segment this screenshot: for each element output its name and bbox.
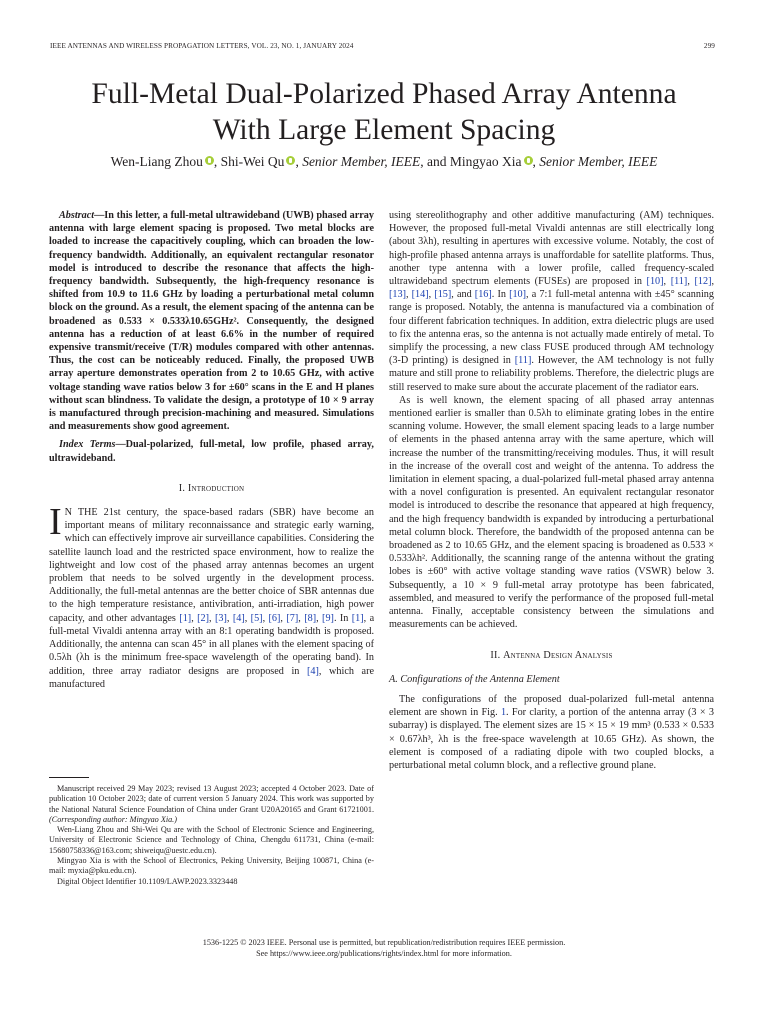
drop-cap: I (49, 501, 62, 544)
footnote-rule (49, 777, 89, 778)
citation-link[interactable]: [4] (232, 612, 245, 624)
citation-link[interactable]: [4] (307, 665, 319, 677)
left-column (49, 209, 374, 691)
citation-link[interactable]: [16] (474, 289, 492, 301)
design-paragraph: The configurations of the proposed dual-polarized full-metal antenna element are shown in Fig. 1. For clarity, a portion of the antenna array (3 × 3 subarray) is displayed. The element sizes are 15 × 15 × 19 mm³ (0.533 × 0.533 × 0.67λh³, λh is the free-space wavelength at 10.65 GHz). As shown, the element is composed of a radiating dipole with two coupled blocks, a perturbational metal column block, and a reflective ground plane. (389, 693, 714, 771)
orcid-icon[interactable] (524, 156, 533, 165)
running-head (50, 42, 715, 50)
author-3-role: Senior Member, IEEE (539, 154, 658, 169)
footnote (49, 784, 374, 887)
abstract-label: Abstract (59, 210, 95, 221)
citation-link[interactable]: [15] (434, 289, 452, 301)
section-heading-design: II. Antenna Design Analysis (490, 649, 613, 661)
page-number: 299 (703, 42, 715, 50)
citation-link[interactable]: [7] (286, 612, 299, 624)
citation-link[interactable]: [1] (179, 612, 192, 624)
citation-link[interactable]: [13] (389, 289, 406, 301)
right-column (389, 209, 714, 772)
subsection-heading: A. Configurations of the Antenna Element (389, 673, 560, 685)
orcid-icon[interactable] (205, 156, 214, 165)
orcid-icon[interactable] (286, 156, 295, 165)
title-line-1: Full-Metal Dual-Polarized Phased Array Antenna (91, 78, 677, 110)
intro-paragraph: I N THE 21st century, the space-based radars (SBR) have become an important means of military reconnaissance and strategic early warning, which can effectively improve air surveillance capabilities. Considering the satellite launch load and the restricted space environment, how to realize the lightweight and low cost of the phased array antennas becomes an urgent problem that needs to be solved urgently in the development process. Additionally, the full-metal antennas are the better choice of SBR antennas due to the high temperature resistance, antivibration, anti-irradiation, high power capacity, and other advantages [1], [2], [3], [4], [5], [6], [7], [8], [9]. In [1], a full-metal Vivaldi antenna array with an 8:1 operating bandwidth is proposed. Additionally, the antenna can scan 45° in all planes with the element spacing of 0.5λh (λh is the minimum free-space wavelength of the operating band). In addition, three array radiator designs are proposed in [4], which are manufactured (49, 501, 375, 690)
citation-link[interactable]: [9] (322, 612, 334, 624)
journal-name: IEEE ANTENNAS AND WIRELESS PROPAGATION LETTERS, VOL. 23, NO. 1, JANUARY 2024 (50, 42, 354, 50)
abstract-text: —In this letter, a full-metal ultrawideband (UWB) phased array antenna with large element spacing is proposed. Two metal blocks are loaded to increase the capacitively coupling, which can broaden the low-frequency bandwidth. Additionally, an equivalent rectangular resonator model is introduced to describe the resonance that affects the high-frequency bandwidth. Subsequently, the high-frequency resonance is shifted from 10.9 to 11.6 GHz by loading a perturbational metal column block on the ground. As a result, the element spacing of the antenna can be broadened as 0.533 × 0.533λ10.65GHz². Consequently, the designed antenna has a reduction of at least 6.6% in the number of required expensive transmit/receive (T/R) modules compared with other antennas. Thus, the cost can be noticeably reduced. Finally, the proposed UWB array aperture demonstrates operation from 2 to 10.65 GHz, with active voltage standing wave ratios below 3 for ±60° scans in the E and H planes without scan blindness. To validate the design, a prototype of 10 × 9 array is manufactured through precision-machining and measured. Simulations and measurements show good agreement. (49, 210, 374, 433)
copyright-line-2: See https://www.ieee.org/publications/rights/index.html for more information. (256, 949, 512, 958)
index-terms-label: Index Terms (59, 439, 116, 451)
footnote-manuscript: Manuscript received 29 May 2023; revised 13 August 2023; accepted 4 October 2023. Date of publication 10 October 2023; date of current version 5 January 2024. This work was supported by the National Natural Science Foundation of China under Grant U20A20165 and Grant 61721001. (Corresponding author: Mingyao Xia.) (49, 784, 374, 824)
citation-link[interactable]: [1] (351, 612, 364, 624)
abstract (49, 209, 374, 433)
author-connector: , and (420, 154, 450, 169)
citation-link[interactable]: [10] (509, 289, 527, 301)
title-line-2: With Large Element Spacing (212, 114, 556, 146)
figure-link[interactable]: 1 (500, 707, 507, 719)
footnote-affiliation-1: Wen-Liang Zhou and Shi-Wei Qu are with the School of Electronic Science and Engineering, University of Electronic Science and Technology of China, Chengdu 611731, China (e-mail: 15680758336@163.com; shiweiqu@uestc.edu.cn). (49, 825, 374, 855)
author-3: Mingyao Xia (449, 154, 522, 169)
citation-link[interactable]: [10] (646, 276, 664, 288)
intro-paragraph-continued: using stereolithography and other additive manufacturing (AM) techniques. However, the proposed full-metal Vivaldi antennas are still electrically long (about 3λh), resulting in apertures with excessive volume. Notably, the cost of high-profile phased antenna arrays is unaffordable for satellite platforms. Thus, another type antenna with a lower profile, called frequency-scaled ultrawideband spectrum elements (FUSEs) are proposed in [10], [11], [12], [13], [14], [15], and [16]. In [10], a 7:1 full-metal antenna with ±45° scanning range is proposed. Notably, the antenna is manufactured via a combination of four different fabrication techniques. In addition, extra dielectric plugs are used to fix the antenna eras, so the antenna is not actually made entirely of metal. To simplify the processing, a new class FUSE produced through AM technology (3-D printing) is designed in [11]. However, the AM technology is not fully mature and still prone to reliability problems. Therefore, the dielectric plugs are still reserved to make sure about the accurate placement of the radiator ears. (389, 210, 715, 393)
citation-link[interactable]: [3] (214, 612, 227, 624)
citation-link[interactable]: [14] (411, 289, 429, 301)
intro-paragraph-2: As is well known, the element spacing of all phased array antennas mentioned earlier is smaller than 0.5λh to eliminate grating lobes in the entire scanning volume. However, the small element spacing leads to a large number of elements in the phased antenna array with the same aperture, which will increase the number of the transmitting/receiving modules. Thus, it will result in the increase of the overall cost and weight of the antenna. To address the limitation in element spacing, a dual-polarized full-metal phased array antenna with a novel configuration is presented. An equivalent rectangular resonator model is introduced to describe the resonance that appeared at high frequency, and the high frequency bandwidth is expanded by introducing a perturbational metal column block. Therefore, the bandwidth of the proposed antenna can be broadened as 2 to 10.65 GHz, and the element spacing is broadened as 0.533 × 0.533λh². Additionally, the scanning range of the antenna without the grating lobes is ±60° with active voltage standing wave ratios (VSWR) below 3. Subsequently, a 10 × 9 full-metal array prototype has been fabricated, assembled, and measured to verify the performance of the proposed full-metal antenna. Finally, acceptable consistency between the simulations and measurements can be achieved. (389, 394, 714, 631)
citation-link[interactable]: [2] (197, 612, 210, 624)
author-list: Wen-Liang Zhou , Shi-Wei Qu , Senior Member, IEEE, and Mingyao Xia , Senior Member, IEEE (110, 154, 658, 169)
footnote-affiliation-2: Mingyao Xia is with the School of Electronics, Peking University, Beijing 100871, China (e-mail: myxia@pku.edu.cn). (49, 856, 374, 876)
citation-link[interactable]: [5] (250, 612, 263, 624)
author-2-role: Senior Member, IEEE (302, 154, 421, 169)
author-2: Shi-Wei Qu (220, 154, 285, 169)
copyright-notice (20, 937, 748, 959)
citation-link[interactable]: [6] (268, 612, 281, 624)
paper-title (20, 76, 748, 148)
author-1: Wen-Liang Zhou (110, 154, 203, 169)
index-terms-text: —Dual-polarized, full-metal, low profile, phased array, ultrawideband. (49, 439, 374, 464)
footnote-doi: Digital Object Identifier 10.1109/LAWP.2023.3323448 (57, 876, 238, 886)
citation-link[interactable]: [12] (694, 276, 712, 288)
citation-link[interactable]: [11] (670, 276, 688, 288)
citation-link[interactable]: [11] (514, 355, 532, 367)
section-heading-introduction: I. Introduction (178, 482, 245, 494)
copyright-line-1: 1536-1225 © 2023 IEEE. Personal use is permitted, but republication/redistribution requires IEEE permission. (202, 938, 566, 947)
index-terms (49, 438, 374, 464)
citation-link[interactable]: [8] (304, 612, 317, 624)
